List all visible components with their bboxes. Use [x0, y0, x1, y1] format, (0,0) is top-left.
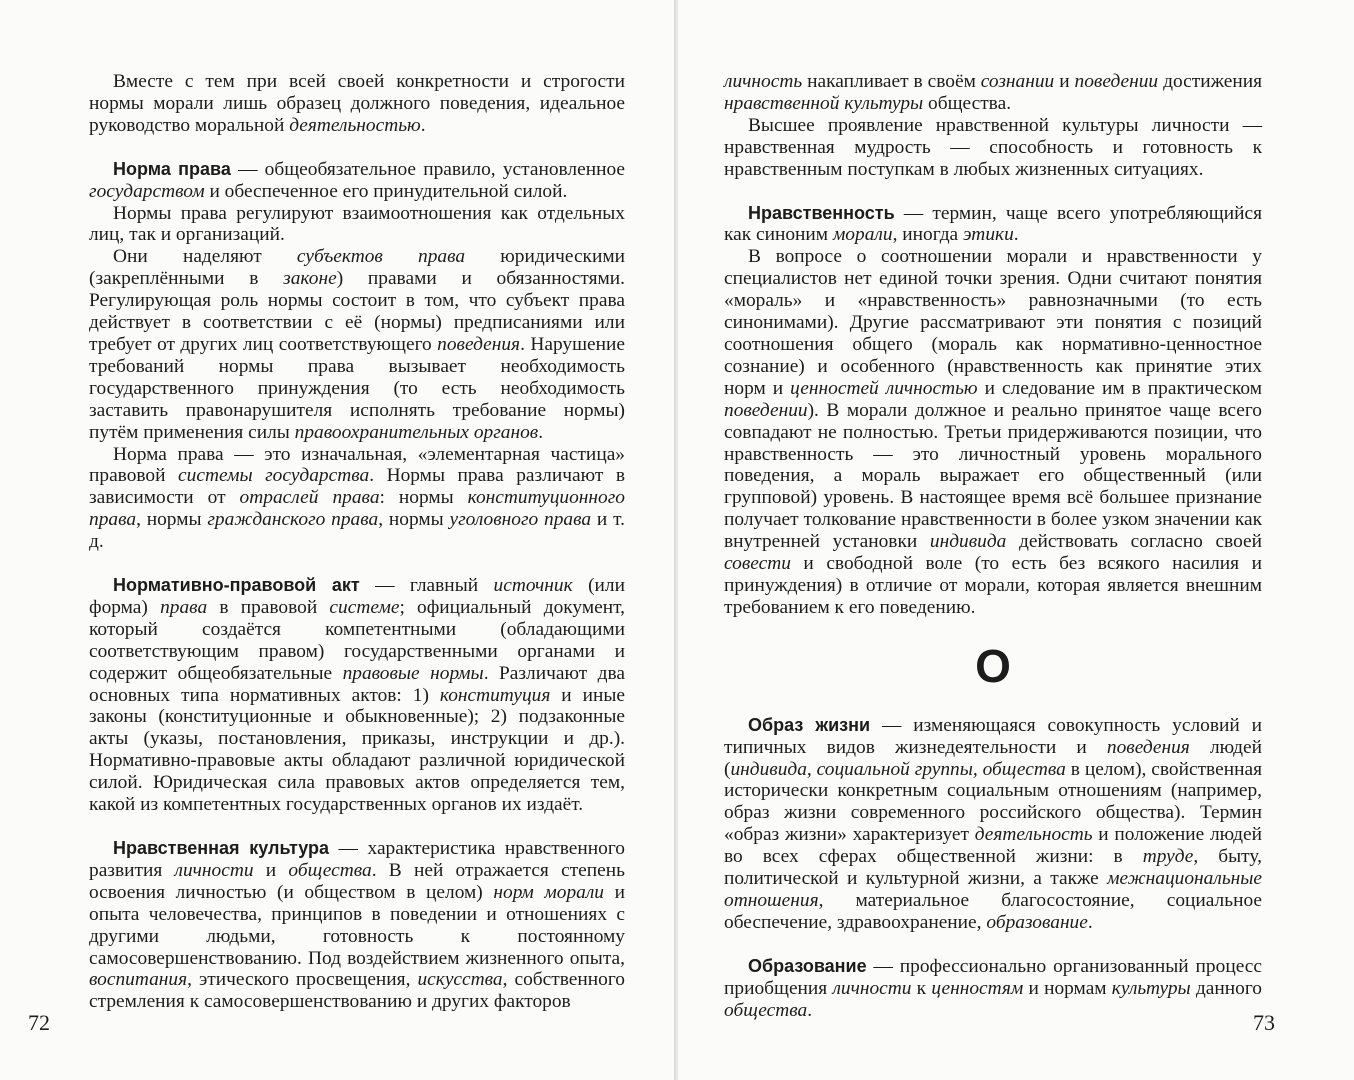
entry-obraz-zhizni: Образ жизни — изменяющаяся совокупность условий и типичных видов жизнедеятельности и поведения людей (индивида, социальной группы, общества в целом), свойственная исторически конкретным социальным отношениям (например, образ жизни современного российского общества). Термин «образ жизни» характеризует деятельность и положение людей во всех сферах общественной жизни: в труде, быту, политической и культурной жизни, а также межнациональные отношения, материальное благосостояние, социальное обеспечение, здравоохранение, образование.	[724, 714, 1262, 933]
right-text-column	[724, 71, 1262, 1022]
paragraph: личность накапливает в своём сознании и поведении достижения нравственной культуры общества.	[724, 71, 1262, 114]
paragraph: Вместе с тем при всей своей конкретности и строгости нормы морали лишь образец должного поведения, идеальное руководство моральной деятельностью.	[89, 71, 625, 136]
term-heading: Нормативно-правовой акт	[113, 575, 360, 596]
entry-normativno-pravovoy-akt: Нормативно-правовой акт — главный источник (или форма) права в правовой системе; официальный документ, который создаётся компетентными (обладающими соответствующим правом) государственными органами и содержит общеобязательные правовые нормы. Различают два основных типа нормативных актов: 1) конституция и иные законы (конституционные и обыкновенные); 2) подзаконные акты (указы, постановления, приказы, инструкции и др.). Нормативно-правовые акты обладают различной юридической силой. Юридическая сила правовых актов определяется тем, какой из компетентных государственных органов их издаёт.	[89, 575, 626, 816]
entry-nravstvennaya-kultura: Нравственная культура — характеристика нравственного развития личности и общества. В ней отражается степень освоения личностью (и обществом в целом) норм морали и опыта человечества, принципов в поведении и отношениях с другими людьми, готовность к постоянному самосовершенствованию. Под воздействием жизненного опыта, воспитания, этического просвещения, искусства, собственного стремления к самосовершенствованию и других факторов	[89, 838, 625, 1013]
section-letter: О	[975, 639, 1011, 692]
paragraph: В вопросе о соотношении морали и нравственности у специалистов нет единой точки зрения. Одни считают понятия «мораль» и «нравственность» равнозначными (то есть синонимами). Другие рассматривают эти понятия с позиций соотношения общего (мораль как нормативно-ценностное сознание) и особенного (нравственность как принятие этих норм и ценностей личностью и следование им в практическом поведении). В морали должное и реально принятое чаще всего совпадают не полностью. Третьи придерживаются позиции, что нравственность — это личностный уровень морального поведения, а мораль выражает его общественный (или групповой) уровень. В настоящее время всё большее признание получает толкование нравственности в более узком значении как внутренней установки индивида действовать согласно своей совести и свободной воле (то есть без всякого насилия и принуждения) в отличие от морали, которая является внешним требованием к его поведению.	[724, 246, 1262, 618]
paragraph: Высшее проявление нравственной культуры личности — нравственная мудрость — способность и готовность к нравственным поступкам в любых жизненных ситуациях.	[724, 114, 1262, 180]
term-heading: Норма права	[113, 158, 231, 179]
entry-norma-prava: Норма права — общеобязательное правило, установленное государством и обеспеченное его принудительной силой.	[89, 158, 625, 202]
term-heading: Нравственная культура	[113, 838, 329, 858]
right-page	[678, 0, 1354, 1080]
page-number-left: 72	[28, 1010, 50, 1035]
entry-obrazovanie: Образование — профессионально организованный процесс приобщения личности к ценностям и нормам культуры данного общества.	[724, 955, 1262, 1021]
paragraph: Нормы права регулируют взаимоотношения как отдельных лиц, так и организаций.	[89, 202, 625, 246]
term-heading: Образ жизни	[748, 714, 871, 735]
paragraph: Они наделяют субъектов права юридическими (закреплёнными в законе) правами и обязанностями. Регулирующая роль нормы состоит в том, что субъект права действует в соответствии с её (нормы) предписаниями или требует от других лиц соответствующего поведения. Нарушение требований нормы права вызывает необходимость государственного принуждения (то есть необходимость заставить правонарушителя исполнять требование нормы) путём применения силы правоохранительных органов.	[89, 246, 625, 443]
term-heading: Нравственность	[748, 202, 895, 223]
left-text-column	[89, 71, 625, 1013]
left-page	[0, 0, 676, 1080]
paragraph: Норма права — это изначальная, «элементарная частица» правовой системы государства. Нормы права различают в зависимости от отраслей права: нормы конституционного права, нормы гражданского права, нормы уголовного права и т. д.	[89, 443, 625, 553]
page-number-right: 73	[1253, 1010, 1275, 1035]
term-heading: Образование	[748, 955, 867, 976]
entry-nravstvennost: Нравственность — термин, чаще всего употребляющийся как синоним морали, иногда этики.	[724, 202, 1262, 246]
